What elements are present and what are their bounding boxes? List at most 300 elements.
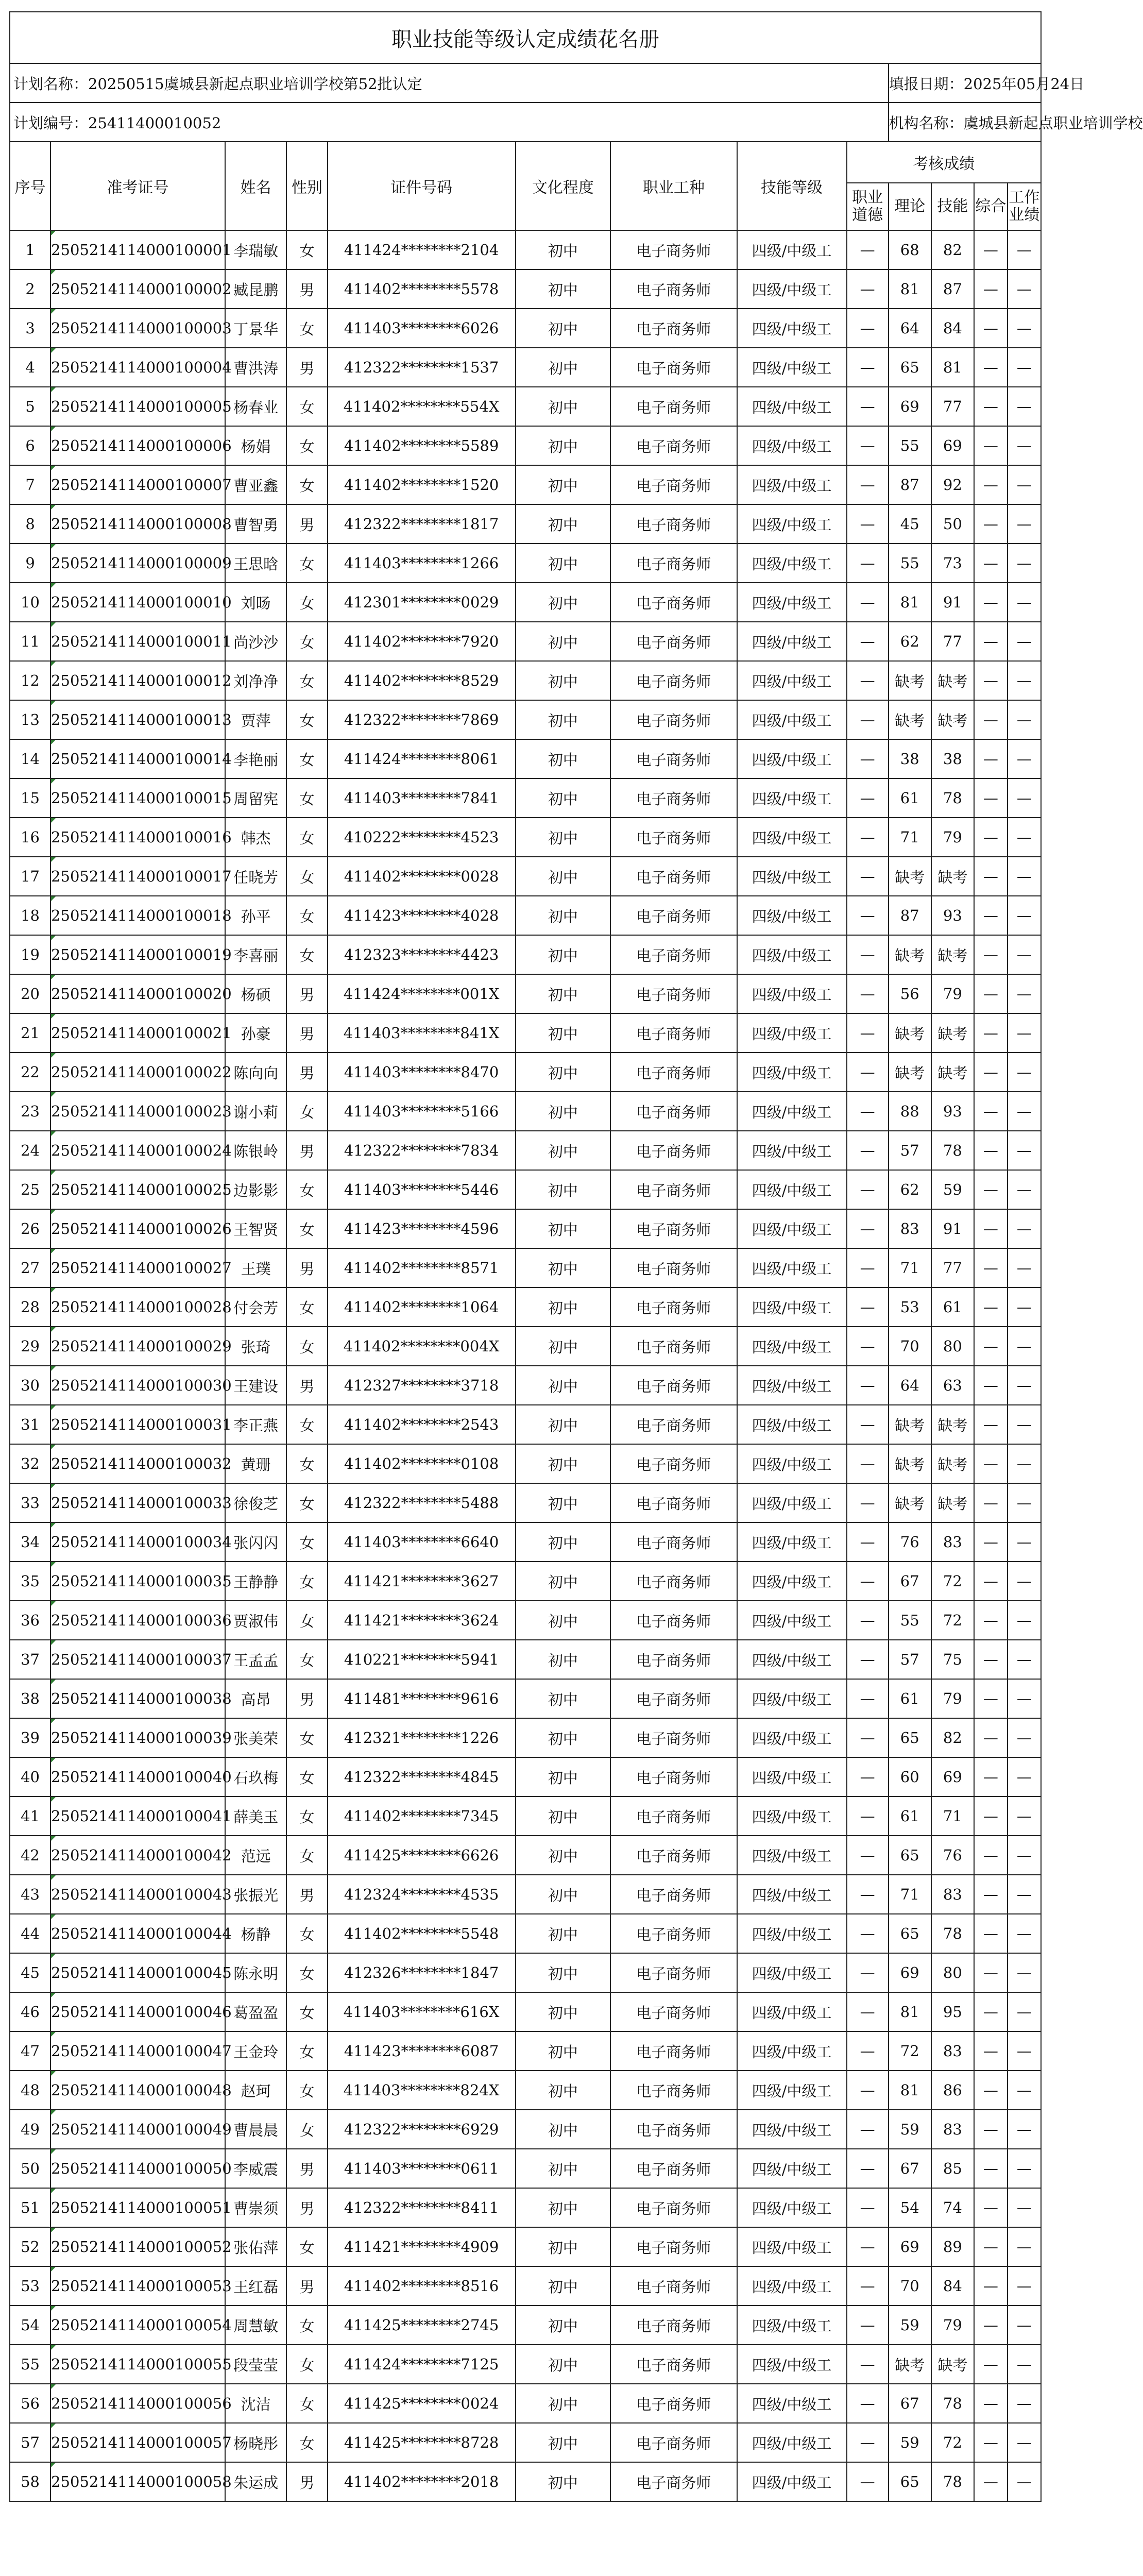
cell-id-no: 412322********7869 bbox=[328, 700, 516, 739]
cell-gender: 女 bbox=[286, 426, 327, 465]
cell-level: 四级/中级工 bbox=[737, 504, 847, 544]
cell-skill: 50 bbox=[931, 504, 974, 544]
cell-exam-no: 2505214114000100005 bbox=[50, 387, 225, 426]
cell-gender: 男 bbox=[286, 1366, 327, 1405]
cell-occupation: 电子商务师 bbox=[610, 2266, 737, 2306]
cell-skill: 72 bbox=[931, 1562, 974, 1601]
cell-work: — bbox=[1008, 1718, 1041, 1757]
cell-education: 初中 bbox=[516, 1483, 611, 1522]
cell-id-no: 411403********8470 bbox=[328, 1053, 516, 1092]
cell-id-no: 411402********2018 bbox=[328, 2462, 516, 2501]
cell-seq: 2 bbox=[10, 269, 50, 309]
header-seq: 序号 bbox=[10, 142, 50, 230]
cell-overall: — bbox=[974, 818, 1008, 857]
cell-level: 四级/中级工 bbox=[737, 1640, 847, 1679]
cell-gender: 女 bbox=[286, 2345, 327, 2384]
cell-overall: — bbox=[974, 700, 1008, 739]
cell-work: — bbox=[1008, 269, 1041, 309]
table-row bbox=[10, 974, 1041, 1013]
table-row bbox=[10, 504, 1041, 544]
cell-id-no: 412322********1817 bbox=[328, 504, 516, 544]
cell-name: 张美荣 bbox=[225, 1718, 287, 1757]
cell-education: 初中 bbox=[516, 2384, 611, 2423]
cell-level: 四级/中级工 bbox=[737, 309, 847, 348]
cell-work: — bbox=[1008, 1640, 1041, 1679]
cell-theory: 60 bbox=[889, 1757, 931, 1797]
cell-occupation: 电子商务师 bbox=[610, 661, 737, 700]
cell-seq: 6 bbox=[10, 426, 50, 465]
cell-ethics: — bbox=[847, 1992, 889, 2031]
cell-seq: 34 bbox=[10, 1522, 50, 1562]
cell-level: 四级/中级工 bbox=[737, 583, 847, 622]
cell-name: 杨娟 bbox=[225, 426, 287, 465]
cell-level: 四级/中级工 bbox=[737, 426, 847, 465]
table-row bbox=[10, 1013, 1041, 1053]
cell-level: 四级/中级工 bbox=[737, 1248, 847, 1287]
cell-name: 刘净净 bbox=[225, 661, 287, 700]
cell-ethics: — bbox=[847, 739, 889, 778]
cell-exam-no: 2505214114000100054 bbox=[50, 2306, 225, 2345]
cell-education: 初中 bbox=[516, 1797, 611, 1836]
cell-skill: 78 bbox=[931, 778, 974, 818]
cell-overall: — bbox=[974, 348, 1008, 387]
roster-sheet bbox=[9, 11, 1143, 2502]
cell-exam-no: 2505214114000100002 bbox=[50, 269, 225, 309]
cell-skill: 69 bbox=[931, 426, 974, 465]
cell-education: 初中 bbox=[516, 1366, 611, 1405]
cell-id-no: 411402********2543 bbox=[328, 1405, 516, 1444]
cell-name: 石玖梅 bbox=[225, 1757, 287, 1797]
cell-level: 四级/中级工 bbox=[737, 1013, 847, 1053]
cell-overall: — bbox=[974, 2071, 1008, 2110]
cell-skill: 缺考 bbox=[931, 1483, 974, 1522]
cell-gender: 女 bbox=[286, 1992, 327, 2031]
cell-work: — bbox=[1008, 2110, 1041, 2149]
cell-skill: 63 bbox=[931, 1366, 974, 1405]
cell-ethics: — bbox=[847, 309, 889, 348]
cell-gender: 女 bbox=[286, 387, 327, 426]
table-row bbox=[10, 1092, 1041, 1131]
cell-level: 四级/中级工 bbox=[737, 818, 847, 857]
cell-ethics: — bbox=[847, 1797, 889, 1836]
cell-skill: 75 bbox=[931, 1640, 974, 1679]
cell-id-no: 412322********6929 bbox=[328, 2110, 516, 2149]
cell-work: — bbox=[1008, 2071, 1041, 2110]
cell-work: — bbox=[1008, 544, 1041, 583]
table-row bbox=[10, 1327, 1041, 1366]
cell-education: 初中 bbox=[516, 1092, 611, 1131]
cell-ethics: — bbox=[847, 1405, 889, 1444]
cell-seq: 29 bbox=[10, 1327, 50, 1366]
cell-gender: 女 bbox=[286, 739, 327, 778]
cell-id-no: 412301********0029 bbox=[328, 583, 516, 622]
cell-level: 四级/中级工 bbox=[737, 2031, 847, 2071]
cell-name: 贾萍 bbox=[225, 700, 287, 739]
table-row bbox=[10, 1562, 1041, 1601]
cell-work: — bbox=[1008, 857, 1041, 896]
cell-occupation: 电子商务师 bbox=[610, 1953, 737, 1992]
cell-occupation: 电子商务师 bbox=[610, 504, 737, 544]
cell-level: 四级/中级工 bbox=[737, 1366, 847, 1405]
cell-seq: 49 bbox=[10, 2110, 50, 2149]
cell-occupation: 电子商务师 bbox=[610, 2306, 737, 2345]
cell-overall: — bbox=[974, 1757, 1008, 1797]
cell-gender: 女 bbox=[286, 1601, 327, 1640]
cell-gender: 男 bbox=[286, 504, 327, 544]
cell-overall: — bbox=[974, 1601, 1008, 1640]
cell-occupation: 电子商务师 bbox=[610, 818, 737, 857]
cell-skill: 71 bbox=[931, 1797, 974, 1836]
cell-skill: 78 bbox=[931, 1131, 974, 1170]
cell-overall: — bbox=[974, 2266, 1008, 2306]
table-row bbox=[10, 2266, 1041, 2306]
cell-overall: — bbox=[974, 2227, 1008, 2266]
cell-work: — bbox=[1008, 2462, 1041, 2501]
cell-level: 四级/中级工 bbox=[737, 935, 847, 974]
cell-exam-no: 2505214114000100047 bbox=[50, 2031, 225, 2071]
table-row bbox=[10, 2149, 1041, 2188]
cell-work: — bbox=[1008, 1562, 1041, 1601]
cell-exam-no: 2505214114000100013 bbox=[50, 700, 225, 739]
cell-exam-no: 2505214114000100056 bbox=[50, 2384, 225, 2423]
cell-theory: 71 bbox=[889, 1248, 931, 1287]
cell-ethics: — bbox=[847, 1248, 889, 1287]
cell-level: 四级/中级工 bbox=[737, 230, 847, 269]
cell-theory: 64 bbox=[889, 309, 931, 348]
cell-name: 周留宪 bbox=[225, 778, 287, 818]
cell-id-no: 411402********8516 bbox=[328, 2266, 516, 2306]
cell-ethics: — bbox=[847, 1679, 889, 1718]
header-theory: 理论 bbox=[889, 183, 931, 230]
cell-exam-no: 2505214114000100057 bbox=[50, 2423, 225, 2462]
cell-occupation: 电子商务师 bbox=[610, 2071, 737, 2110]
cell-seq: 51 bbox=[10, 2188, 50, 2227]
cell-education: 初中 bbox=[516, 2110, 611, 2149]
cell-seq: 26 bbox=[10, 1209, 50, 1248]
cell-skill: 93 bbox=[931, 896, 974, 935]
cell-ethics: — bbox=[847, 1170, 889, 1209]
cell-education: 初中 bbox=[516, 974, 611, 1013]
cell-occupation: 电子商务师 bbox=[610, 1992, 737, 2031]
cell-ethics: — bbox=[847, 2306, 889, 2345]
cell-overall: — bbox=[974, 1209, 1008, 1248]
cell-work: — bbox=[1008, 1131, 1041, 1170]
cell-skill: 缺考 bbox=[931, 661, 974, 700]
cell-id-no: 411403********6640 bbox=[328, 1522, 516, 1562]
cell-exam-no: 2505214114000100011 bbox=[50, 622, 225, 661]
cell-gender: 女 bbox=[286, 1640, 327, 1679]
cell-work: — bbox=[1008, 1013, 1041, 1053]
cell-overall: — bbox=[974, 1640, 1008, 1679]
cell-overall: — bbox=[974, 465, 1008, 504]
cell-occupation: 电子商务师 bbox=[610, 1248, 737, 1287]
cell-gender: 女 bbox=[286, 2071, 327, 2110]
cell-seq: 10 bbox=[10, 583, 50, 622]
cell-gender: 女 bbox=[286, 1836, 327, 1875]
cell-overall: — bbox=[974, 1914, 1008, 1953]
cell-overall: — bbox=[974, 974, 1008, 1013]
cell-level: 四级/中级工 bbox=[737, 2188, 847, 2227]
cell-overall: — bbox=[974, 2031, 1008, 2071]
cell-work: — bbox=[1008, 2306, 1041, 2345]
cell-name: 王孟孟 bbox=[225, 1640, 287, 1679]
cell-name: 李艳丽 bbox=[225, 739, 287, 778]
cell-occupation: 电子商务师 bbox=[610, 2149, 737, 2188]
cell-work: — bbox=[1008, 2423, 1041, 2462]
cell-level: 四级/中级工 bbox=[737, 1562, 847, 1601]
cell-gender: 女 bbox=[286, 465, 327, 504]
cell-id-no: 411425********8728 bbox=[328, 2423, 516, 2462]
cell-level: 四级/中级工 bbox=[737, 269, 847, 309]
cell-gender: 女 bbox=[286, 2423, 327, 2462]
cell-seq: 19 bbox=[10, 935, 50, 974]
cell-level: 四级/中级工 bbox=[737, 700, 847, 739]
cell-skill: 缺考 bbox=[931, 935, 974, 974]
cell-gender: 女 bbox=[286, 1170, 327, 1209]
cell-occupation: 电子商务师 bbox=[610, 426, 737, 465]
cell-theory: 45 bbox=[889, 504, 931, 544]
cell-level: 四级/中级工 bbox=[737, 2266, 847, 2306]
cell-seq: 38 bbox=[10, 1679, 50, 1718]
cell-ethics: — bbox=[847, 2188, 889, 2227]
cell-ethics: — bbox=[847, 2149, 889, 2188]
cell-skill: 59 bbox=[931, 1170, 974, 1209]
cell-education: 初中 bbox=[516, 778, 611, 818]
cell-occupation: 电子商务师 bbox=[610, 1640, 737, 1679]
cell-ethics: — bbox=[847, 2071, 889, 2110]
cell-overall: — bbox=[974, 1522, 1008, 1562]
cell-work: — bbox=[1008, 974, 1041, 1013]
cell-ethics: — bbox=[847, 2266, 889, 2306]
cell-id-no: 411402********554X bbox=[328, 387, 516, 426]
cell-work: — bbox=[1008, 661, 1041, 700]
cell-work: — bbox=[1008, 622, 1041, 661]
cell-ethics: — bbox=[847, 622, 889, 661]
cell-ethics: — bbox=[847, 1601, 889, 1640]
cell-gender: 男 bbox=[286, 1053, 327, 1092]
cell-skill: 92 bbox=[931, 465, 974, 504]
cell-exam-no: 2505214114000100010 bbox=[50, 583, 225, 622]
cell-education: 初中 bbox=[516, 1836, 611, 1875]
cell-work: — bbox=[1008, 1405, 1041, 1444]
cell-education: 初中 bbox=[516, 2071, 611, 2110]
cell-skill: 72 bbox=[931, 1601, 974, 1640]
cell-gender: 女 bbox=[286, 700, 327, 739]
cell-theory: 缺考 bbox=[889, 700, 931, 739]
cell-name: 丁景华 bbox=[225, 309, 287, 348]
cell-gender: 女 bbox=[286, 661, 327, 700]
cell-name: 朱运成 bbox=[225, 2462, 287, 2501]
score-roster-table bbox=[9, 11, 1143, 2502]
cell-id-no: 412323********4423 bbox=[328, 935, 516, 974]
cell-education: 初中 bbox=[516, 1209, 611, 1248]
cell-ethics: — bbox=[847, 2462, 889, 2501]
cell-work: — bbox=[1008, 387, 1041, 426]
cell-name: 孙豪 bbox=[225, 1013, 287, 1053]
cell-theory: 59 bbox=[889, 2306, 931, 2345]
cell-ethics: — bbox=[847, 778, 889, 818]
cell-id-no: 411403********0611 bbox=[328, 2149, 516, 2188]
cell-seq: 40 bbox=[10, 1757, 50, 1797]
cell-id-no: 411402********5578 bbox=[328, 269, 516, 309]
cell-occupation: 电子商务师 bbox=[610, 1757, 737, 1797]
cell-theory: 缺考 bbox=[889, 661, 931, 700]
cell-level: 四级/中级工 bbox=[737, 1797, 847, 1836]
cell-skill: 缺考 bbox=[931, 1444, 974, 1483]
cell-overall: — bbox=[974, 1483, 1008, 1522]
cell-skill: 72 bbox=[931, 2423, 974, 2462]
cell-education: 初中 bbox=[516, 1601, 611, 1640]
cell-name: 沈洁 bbox=[225, 2384, 287, 2423]
cell-seq: 7 bbox=[10, 465, 50, 504]
cell-overall: — bbox=[974, 1797, 1008, 1836]
cell-work: — bbox=[1008, 700, 1041, 739]
cell-education: 初中 bbox=[516, 230, 611, 269]
cell-gender: 男 bbox=[286, 2462, 327, 2501]
cell-skill: 77 bbox=[931, 387, 974, 426]
cell-name: 王静静 bbox=[225, 1562, 287, 1601]
cell-ethics: — bbox=[847, 504, 889, 544]
cell-education: 初中 bbox=[516, 583, 611, 622]
cell-ethics: — bbox=[847, 1953, 889, 1992]
table-row bbox=[10, 1522, 1041, 1562]
cell-level: 四级/中级工 bbox=[737, 2110, 847, 2149]
cell-theory: 缺考 bbox=[889, 1483, 931, 1522]
cell-name: 李威震 bbox=[225, 2149, 287, 2188]
cell-education: 初中 bbox=[516, 1287, 611, 1327]
cell-overall: — bbox=[974, 896, 1008, 935]
cell-overall: — bbox=[974, 2384, 1008, 2423]
cell-theory: 57 bbox=[889, 1131, 931, 1170]
cell-id-no: 411424********2104 bbox=[328, 230, 516, 269]
cell-theory: 缺考 bbox=[889, 1444, 931, 1483]
cell-level: 四级/中级工 bbox=[737, 1209, 847, 1248]
cell-ethics: — bbox=[847, 1092, 889, 1131]
page-title: 职业技能等级认定成绩花名册 bbox=[10, 12, 1041, 63]
cell-theory: 缺考 bbox=[889, 935, 931, 974]
cell-overall: — bbox=[974, 1875, 1008, 1914]
cell-skill: 78 bbox=[931, 2462, 974, 2501]
cell-name: 贾淑伟 bbox=[225, 1601, 287, 1640]
cell-ethics: — bbox=[847, 896, 889, 935]
cell-id-no: 411425********0024 bbox=[328, 2384, 516, 2423]
table-row bbox=[10, 2423, 1041, 2462]
cell-overall: — bbox=[974, 935, 1008, 974]
cell-level: 四级/中级工 bbox=[737, 1053, 847, 1092]
cell-exam-no: 2505214114000100012 bbox=[50, 661, 225, 700]
header-level: 技能等级 bbox=[737, 142, 847, 230]
cell-gender: 女 bbox=[286, 1405, 327, 1444]
cell-name: 王建设 bbox=[225, 1366, 287, 1405]
cell-seq: 36 bbox=[10, 1601, 50, 1640]
cell-seq: 55 bbox=[10, 2345, 50, 2384]
cell-ethics: — bbox=[847, 1522, 889, 1562]
cell-theory: 71 bbox=[889, 1875, 931, 1914]
cell-occupation: 电子商务师 bbox=[610, 1718, 737, 1757]
cell-ethics: — bbox=[847, 1444, 889, 1483]
table-row bbox=[10, 269, 1041, 309]
cell-skill: 80 bbox=[931, 1327, 974, 1366]
cell-theory: 87 bbox=[889, 896, 931, 935]
cell-exam-no: 2505214114000100040 bbox=[50, 1757, 225, 1797]
cell-id-no: 411403********5446 bbox=[328, 1170, 516, 1209]
cell-theory: 67 bbox=[889, 2149, 931, 2188]
cell-theory: 61 bbox=[889, 1679, 931, 1718]
cell-ethics: — bbox=[847, 661, 889, 700]
cell-skill: 84 bbox=[931, 2266, 974, 2306]
table-row bbox=[10, 896, 1041, 935]
cell-skill: 缺考 bbox=[931, 857, 974, 896]
table-row bbox=[10, 1209, 1041, 1248]
cell-overall: — bbox=[974, 778, 1008, 818]
cell-overall: — bbox=[974, 504, 1008, 544]
cell-gender: 女 bbox=[286, 2031, 327, 2071]
cell-exam-no: 2505214114000100007 bbox=[50, 465, 225, 504]
cell-overall: — bbox=[974, 1092, 1008, 1131]
cell-gender: 男 bbox=[286, 2188, 327, 2227]
cell-work: — bbox=[1008, 2384, 1041, 2423]
cell-id-no: 411403********5166 bbox=[328, 1092, 516, 1131]
cell-work: — bbox=[1008, 1053, 1041, 1092]
cell-skill: 81 bbox=[931, 348, 974, 387]
cell-seq: 17 bbox=[10, 857, 50, 896]
cell-education: 初中 bbox=[516, 348, 611, 387]
cell-work: — bbox=[1008, 2345, 1041, 2384]
cell-overall: — bbox=[974, 544, 1008, 583]
cell-overall: — bbox=[974, 2110, 1008, 2149]
cell-occupation: 电子商务师 bbox=[610, 387, 737, 426]
cell-seq: 12 bbox=[10, 661, 50, 700]
cell-seq: 47 bbox=[10, 2031, 50, 2071]
cell-overall: — bbox=[974, 426, 1008, 465]
cell-seq: 50 bbox=[10, 2149, 50, 2188]
cell-skill: 91 bbox=[931, 583, 974, 622]
cell-work: — bbox=[1008, 1209, 1041, 1248]
cell-seq: 4 bbox=[10, 348, 50, 387]
cell-ethics: — bbox=[847, 2384, 889, 2423]
cell-skill: 缺考 bbox=[931, 2345, 974, 2384]
cell-work: — bbox=[1008, 504, 1041, 544]
cell-seq: 41 bbox=[10, 1797, 50, 1836]
cell-work: — bbox=[1008, 1992, 1041, 2031]
cell-theory: 62 bbox=[889, 1170, 931, 1209]
cell-overall: — bbox=[974, 1992, 1008, 2031]
cell-seq: 18 bbox=[10, 896, 50, 935]
cell-work: — bbox=[1008, 1797, 1041, 1836]
table-row bbox=[10, 622, 1041, 661]
cell-occupation: 电子商务师 bbox=[610, 269, 737, 309]
cell-overall: — bbox=[974, 1366, 1008, 1405]
table-row bbox=[10, 1483, 1041, 1522]
cell-education: 初中 bbox=[516, 426, 611, 465]
cell-exam-no: 2505214114000100023 bbox=[50, 1092, 225, 1131]
cell-ethics: — bbox=[847, 2031, 889, 2071]
cell-work: — bbox=[1008, 2266, 1041, 2306]
cell-exam-no: 2505214114000100026 bbox=[50, 1209, 225, 1248]
table-row bbox=[10, 1287, 1041, 1327]
cell-id-no: 410221********5941 bbox=[328, 1640, 516, 1679]
table-row bbox=[10, 1718, 1041, 1757]
cell-theory: 67 bbox=[889, 2384, 931, 2423]
cell-ethics: — bbox=[847, 426, 889, 465]
cell-overall: — bbox=[974, 2345, 1008, 2384]
cell-name: 臧昆鹏 bbox=[225, 269, 287, 309]
cell-education: 初中 bbox=[516, 1131, 611, 1170]
cell-occupation: 电子商务师 bbox=[610, 2227, 737, 2266]
cell-theory: 65 bbox=[889, 1718, 931, 1757]
cell-seq: 8 bbox=[10, 504, 50, 544]
cell-seq: 25 bbox=[10, 1170, 50, 1209]
